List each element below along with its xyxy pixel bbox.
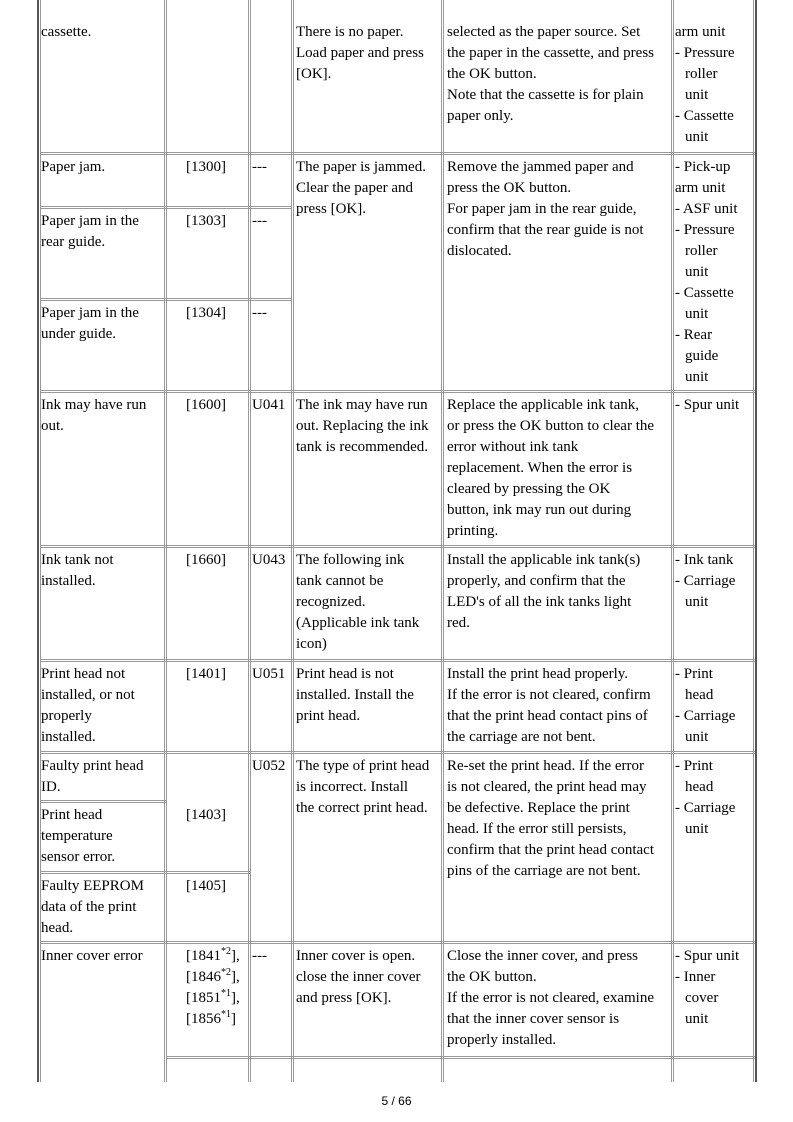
text-line: Paper jam in the xyxy=(41,305,139,321)
text-line: [1304] xyxy=(186,305,226,321)
row-border xyxy=(40,545,755,546)
text-line: - Carriage xyxy=(675,573,736,589)
text-line: Inner cover error xyxy=(41,948,143,964)
cell-message xyxy=(296,756,429,819)
text-line: unit xyxy=(685,87,709,103)
text-line: - Print xyxy=(675,758,713,774)
text-line: cleared by pressing the OK xyxy=(447,481,611,497)
text-line: Note that the cassette is for plain xyxy=(447,87,644,103)
text-line: the correct print head. xyxy=(296,800,428,816)
cell-cause xyxy=(41,303,139,345)
text-line: arm unit xyxy=(675,180,726,196)
cell-error-code xyxy=(186,157,226,178)
text-line: roller xyxy=(685,243,718,259)
text-line: U052 xyxy=(252,758,286,774)
text-line: unit xyxy=(685,821,709,837)
text-line: - Cassette xyxy=(675,108,734,124)
text-line: confirm that the print head contact xyxy=(447,842,655,858)
text-line: Replace the applicable ink tank, xyxy=(447,397,640,413)
text-line: print head. xyxy=(296,708,361,724)
cell-udf-code xyxy=(252,303,267,324)
cell-solution xyxy=(447,946,654,1051)
row-border xyxy=(40,943,755,944)
cell-udf-code xyxy=(252,664,285,685)
text-line: The ink may have run xyxy=(296,397,428,413)
row-border xyxy=(40,753,755,754)
text-line: properly, and confirm that the xyxy=(447,573,626,589)
text-line: button, ink may run out during xyxy=(447,502,632,518)
cell-parts xyxy=(675,395,739,416)
row-border xyxy=(40,802,166,803)
text-line: pins of the carriage are not bent. xyxy=(447,863,641,879)
cell-message xyxy=(296,664,414,727)
text-line: - Spur unit xyxy=(675,397,740,413)
cell-cause xyxy=(41,876,144,939)
cell-parts xyxy=(675,756,735,840)
cell-error-code xyxy=(186,805,226,826)
text-line: head. xyxy=(41,920,74,936)
cell-cause xyxy=(41,664,135,748)
text-line: installed. xyxy=(41,729,96,745)
text-line: that the inner cover sensor is xyxy=(447,1011,620,1027)
text-line: [1300] xyxy=(186,159,226,175)
text-line: the carriage are not bent. xyxy=(447,729,596,745)
cell-error-code xyxy=(186,550,226,571)
cell-message xyxy=(296,157,426,220)
cell-message xyxy=(296,946,421,1009)
error-code-line: [1851$^{*1}$], xyxy=(186,988,240,1006)
row-border xyxy=(40,392,755,393)
text-line: error without ink tank xyxy=(447,439,579,455)
text-line: ID. xyxy=(41,779,61,795)
cell-cause xyxy=(41,550,114,592)
text-line: close the inner cover xyxy=(296,969,421,985)
cell-message xyxy=(296,550,419,655)
error-code-line: [1841$^{*2}$], xyxy=(186,946,240,964)
cell-udf-code xyxy=(252,157,267,178)
text-line: cassette. xyxy=(41,24,92,40)
text-line: - Spur unit xyxy=(675,948,740,964)
cell-parts xyxy=(675,157,738,388)
row-border xyxy=(40,206,291,207)
text-line: Ink may have run xyxy=(41,397,147,413)
text-line: sensor error. xyxy=(41,849,116,865)
row-border xyxy=(40,873,250,874)
column-border xyxy=(293,0,294,1082)
text-line: is incorrect. Install xyxy=(296,779,409,795)
cell-udf-code xyxy=(252,550,285,571)
text-line: There is no paper. xyxy=(296,24,404,40)
column-border xyxy=(671,0,672,1082)
text-line: Print head xyxy=(41,807,103,823)
text-line: confirm that the rear guide is not xyxy=(447,222,644,238)
cell-solution xyxy=(447,395,654,542)
text-line: [1401] xyxy=(186,666,226,682)
cell-cause xyxy=(41,157,105,178)
text-line: [1600] xyxy=(186,397,226,413)
text-line: U051 xyxy=(252,666,286,682)
column-border xyxy=(166,0,167,1082)
text-line: If the error is not cleared, examine xyxy=(447,990,654,1006)
cell-parts xyxy=(675,550,735,613)
text-line: U041 xyxy=(252,397,286,413)
footnote-marker: *1 xyxy=(221,1009,231,1020)
text-line: Load paper and press xyxy=(296,45,424,61)
text-line: - Rear xyxy=(675,327,713,343)
text-line: unit xyxy=(685,369,709,385)
cell-parts xyxy=(675,664,735,748)
text-line: - Carriage xyxy=(675,708,736,724)
text-line: - Print xyxy=(675,666,713,682)
text-line: temperature xyxy=(41,828,113,844)
cell-cause xyxy=(41,211,139,253)
cell-udf-code xyxy=(252,946,267,967)
row-border xyxy=(40,751,755,752)
text-line: under guide. xyxy=(41,326,116,342)
text-line: Re-set the print head. If the error xyxy=(447,758,644,774)
row-border xyxy=(40,661,755,662)
text-line: tank is recommended. xyxy=(296,439,429,455)
text-line: Faulty print head xyxy=(41,758,144,774)
text-line: Install the applicable ink tank(s) xyxy=(447,552,641,568)
text-line: U043 xyxy=(252,552,286,568)
row-border xyxy=(40,659,755,660)
cell-cause xyxy=(41,22,91,43)
text-line: The paper is jammed. xyxy=(296,159,426,175)
column-border xyxy=(753,0,754,1082)
text-line: rear guide. xyxy=(41,234,106,250)
text-line: data of the print xyxy=(41,899,137,915)
row-border xyxy=(40,208,291,209)
text-line: [1403] xyxy=(186,807,226,823)
text-line: red. xyxy=(447,615,470,631)
row-border xyxy=(40,941,755,942)
row-border xyxy=(40,800,166,801)
text-line: Paper jam. xyxy=(41,159,106,175)
text-line: press [OK]. xyxy=(296,201,366,217)
text-line: be defective. Replace the print xyxy=(447,800,630,816)
text-line: paper only. xyxy=(447,108,514,124)
cell-parts xyxy=(675,22,735,148)
text-line: Install the print head properly. xyxy=(447,666,629,682)
text-line: and press [OK]. xyxy=(296,990,392,1006)
row-border xyxy=(166,1056,755,1057)
text-line: --- xyxy=(252,305,267,321)
text-line: recognized. xyxy=(296,594,366,610)
text-line: Print head is not xyxy=(296,666,394,682)
text-line: The following ink xyxy=(296,552,405,568)
text-line: Inner cover is open. xyxy=(296,948,416,964)
text-line: the OK button. xyxy=(447,66,537,82)
text-line: [OK]. xyxy=(296,66,332,82)
text-line: or press the OK button to clear the xyxy=(447,418,655,434)
text-line: dislocated. xyxy=(447,243,512,259)
text-line: tank cannot be xyxy=(296,573,384,589)
text-line: properly xyxy=(41,708,92,724)
cell-error-code xyxy=(186,664,226,685)
text-line: Faulty EEPROM xyxy=(41,878,144,894)
text-line: - Ink tank xyxy=(675,552,734,568)
column-border xyxy=(250,0,251,1082)
column-border xyxy=(443,0,444,1082)
text-line: installed, or not xyxy=(41,687,135,703)
text-line: LED's of all the ink tanks light xyxy=(447,594,632,610)
text-line: --- xyxy=(252,213,267,229)
text-line: - ASF unit xyxy=(675,201,738,217)
row-border xyxy=(40,871,250,872)
row-border xyxy=(40,300,291,301)
footnote-marker: *1 xyxy=(221,988,231,999)
row-border xyxy=(166,1058,755,1059)
footnote-marker: *2 xyxy=(221,967,231,978)
row-border xyxy=(40,390,755,391)
text-line: roller xyxy=(685,66,718,82)
text-line: press the OK button. xyxy=(447,180,572,196)
column-border xyxy=(248,0,249,1082)
column-border xyxy=(37,0,39,1082)
text-line: Paper jam in the xyxy=(41,213,139,229)
text-line: unit xyxy=(685,1011,709,1027)
text-line: Print head not xyxy=(41,666,126,682)
text-line: Clear the paper and xyxy=(296,180,414,196)
text-line: arm unit xyxy=(675,24,726,40)
cell-udf-code xyxy=(252,211,267,232)
page-number: 5 / 66 xyxy=(381,1094,412,1108)
text-line: - Cassette xyxy=(675,285,734,301)
row-border xyxy=(40,152,755,153)
text-line: guide xyxy=(685,348,719,364)
text-line: out. Replacing the ink xyxy=(296,418,429,434)
text-line: - Pressure xyxy=(675,45,735,61)
text-line: Close the inner cover, and press xyxy=(447,948,639,964)
text-line: installed. xyxy=(41,573,96,589)
text-line: unit xyxy=(685,729,709,745)
text-line: - Pick-up xyxy=(675,159,731,175)
cell-cause xyxy=(41,756,143,798)
text-line: installed. Install the xyxy=(296,687,414,703)
text-line: printing. xyxy=(447,523,499,539)
text-line: For paper jam in the rear guide, xyxy=(447,201,637,217)
error-code-line: [1856$^{*1}$] xyxy=(186,1009,236,1027)
text-line: [1405] xyxy=(186,878,226,894)
cell-error-code xyxy=(186,211,226,232)
text-line: [1660] xyxy=(186,552,226,568)
cell-solution xyxy=(447,157,644,262)
cell-error-code xyxy=(186,876,226,897)
footnote-marker: *2 xyxy=(221,946,231,957)
cell-error-code xyxy=(186,395,226,416)
cell-solution xyxy=(447,756,654,882)
row-border xyxy=(40,154,755,155)
text-line: - Pressure xyxy=(675,222,735,238)
text-line: that the print head contact pins of xyxy=(447,708,648,724)
cell-cause xyxy=(41,946,143,967)
text-line: unit xyxy=(685,306,709,322)
cell-solution xyxy=(447,664,651,748)
text-line: properly installed. xyxy=(447,1032,557,1048)
text-line: unit xyxy=(685,594,709,610)
cell-error-code xyxy=(186,946,240,1030)
text-line: head xyxy=(685,779,714,795)
text-line: unit xyxy=(685,264,709,280)
text-line: --- xyxy=(252,159,267,175)
text-line: out. xyxy=(41,418,64,434)
text-line: head xyxy=(685,687,714,703)
text-line: the OK button. xyxy=(447,969,537,985)
text-line: head. If the error still persists, xyxy=(447,821,627,837)
text-line: cover xyxy=(685,990,719,1006)
cell-message xyxy=(296,395,428,458)
text-line: Ink tank not xyxy=(41,552,114,568)
text-line: icon) xyxy=(296,636,327,652)
column-border xyxy=(164,0,165,1082)
text-line: the paper in the cassette, and press xyxy=(447,45,655,61)
text-line: (Applicable ink tank xyxy=(296,615,420,631)
cell-solution xyxy=(447,550,640,634)
column-border xyxy=(673,0,674,1082)
column-border xyxy=(755,0,757,1082)
cell-message xyxy=(296,22,424,85)
cell-error-code xyxy=(186,303,226,324)
text-line: unit xyxy=(685,129,709,145)
text-line: selected as the paper source. Set xyxy=(447,24,641,40)
cell-cause xyxy=(41,395,146,437)
row-border xyxy=(40,298,291,299)
row-border xyxy=(40,547,755,548)
error-code-line: [1846$^{*2}$], xyxy=(186,967,240,985)
text-line: is not cleared, the print head may xyxy=(447,779,647,795)
text-line: replacement. When the error is xyxy=(447,460,633,476)
cell-solution xyxy=(447,22,654,127)
text-line: If the error is not cleared, confirm xyxy=(447,687,651,703)
cell-udf-code xyxy=(252,395,285,416)
cell-parts xyxy=(675,946,739,1030)
text-line: Remove the jammed paper and xyxy=(447,159,634,175)
text-line: - Carriage xyxy=(675,800,736,816)
text-line: [1303] xyxy=(186,213,226,229)
column-border xyxy=(441,0,442,1082)
text-line: - Inner xyxy=(675,969,716,985)
column-border xyxy=(291,0,292,1082)
text-line: The type of print head xyxy=(296,758,430,774)
cell-cause xyxy=(41,805,115,868)
cell-udf-code xyxy=(252,756,285,777)
text-line: --- xyxy=(252,948,267,964)
